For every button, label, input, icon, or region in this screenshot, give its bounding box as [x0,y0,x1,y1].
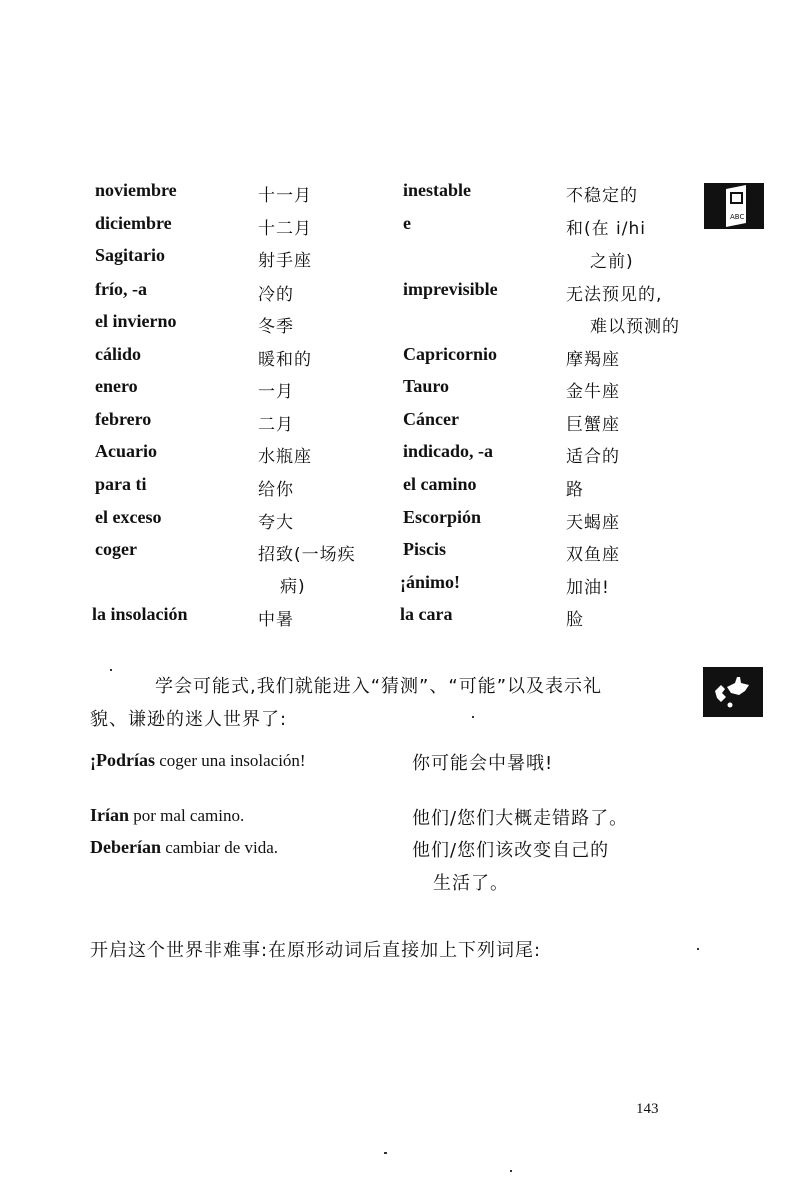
vocab-es: ¡ánimo! [400,572,460,592]
vocab-es: la cara [400,604,453,624]
vocab-es: para ti [95,474,147,494]
vocab-zh: 巨蟹座 [566,415,620,435]
closing-sentence: 开启这个世界非难事:在原形动词后直接加上下列词尾: [90,940,542,961]
vocab-zh: 路 [566,480,584,500]
vocab-es: noviembre [95,180,177,200]
scan-speck [697,948,699,950]
example-zh-continued: 生活了。 [433,873,509,894]
scan-speck [510,1170,512,1172]
svg-text:ABC: ABC [730,213,745,221]
vocab-es: el invierno [95,311,177,331]
vocab-zh: 加油! [566,578,610,598]
vocab-es: enero [95,376,138,396]
intro-line-1: 学会可能式,我们就能进入“猜测”、“可能”以及表示礼 [155,676,603,697]
vocab-zh: 中暑 [258,610,294,630]
example-rest: por mal camino. [129,806,245,825]
vocab-es: Capricornio [403,344,497,364]
example-es [90,805,244,826]
vocab-es: febrero [95,409,152,429]
vocab-zh: 十二月 [258,219,312,239]
scan-speck [384,1152,387,1154]
vocab-zh-continued: 病) [280,577,306,597]
example-verb: Deberían [90,837,161,857]
vocab-es: el camino [403,474,477,494]
vocab-zh: 不稳定的 [566,186,638,206]
vocab-zh: 招致(一场疾 [258,545,356,565]
vocab-zh: 冷的 [258,285,294,305]
vocab-es: diciembre [95,213,172,233]
vocab-zh-continued: 之前) [590,252,634,272]
scan-speck [472,716,474,718]
vocab-es: Escorpión [403,507,482,527]
vocab-es: coger [95,539,137,559]
example-zh: 你可能会中暑哦! [412,753,554,774]
example-verb: ¡Podrías [90,750,155,770]
vocab-zh: 给你 [258,480,294,500]
vocab-zh: 十一月 [258,186,312,206]
example-zh: 他们/您们该改变自己的 [412,840,610,861]
scan-speck [110,669,112,671]
vocab-es: Sagitario [95,245,165,265]
vocab-es: el exceso [95,507,162,527]
vocab-zh: 摩羯座 [566,350,620,370]
abc-book-icon [704,183,764,229]
vocab-zh: 水瓶座 [258,447,312,467]
vocab-es: e [403,213,411,233]
vocab-zh: 夸大 [258,513,294,533]
example-es [90,750,306,771]
vocab-zh: 一月 [258,382,294,402]
page-number: 143 [636,1101,659,1117]
example-rest: coger una insolación! [155,751,306,770]
vocab-zh: 无法预见的, [566,285,663,305]
vocab-zh: 双鱼座 [566,545,620,565]
vocab-es: Cáncer [403,409,459,429]
vocab-zh: 暖和的 [258,350,312,370]
vocab-es: la insolación [92,604,188,624]
vocab-es: cálido [95,344,142,364]
example-rest: cambiar de vida. [161,838,279,857]
puzzle-pieces-icon [703,667,763,717]
vocab-zh: 二月 [258,415,294,435]
vocab-es: indicado, -a [403,441,494,461]
vocab-zh: 金牛座 [566,382,620,402]
vocab-es: Piscis [403,539,446,559]
vocab-es: Acuario [95,441,157,461]
vocab-es: inestable [403,180,472,200]
vocab-zh: 射手座 [258,251,312,271]
example-verb: Irían [90,805,130,825]
vocab-es: imprevisible [403,279,498,299]
vocab-es: Tauro [403,376,450,396]
vocab-zh-continued: 难以预测的 [590,317,680,337]
example-zh: 他们/您们大概走错路了。 [412,808,629,829]
intro-line-2: 貌、谦逊的迷人世界了: [90,709,288,730]
vocab-zh: 和(在 i/hi [566,219,646,239]
vocab-zh: 脸 [566,610,584,630]
vocab-es: frío, -a [95,279,147,299]
vocab-zh: 冬季 [258,317,294,337]
example-es [90,837,278,858]
vocab-zh: 天蝎座 [566,513,620,533]
vocab-zh: 适合的 [566,447,620,467]
